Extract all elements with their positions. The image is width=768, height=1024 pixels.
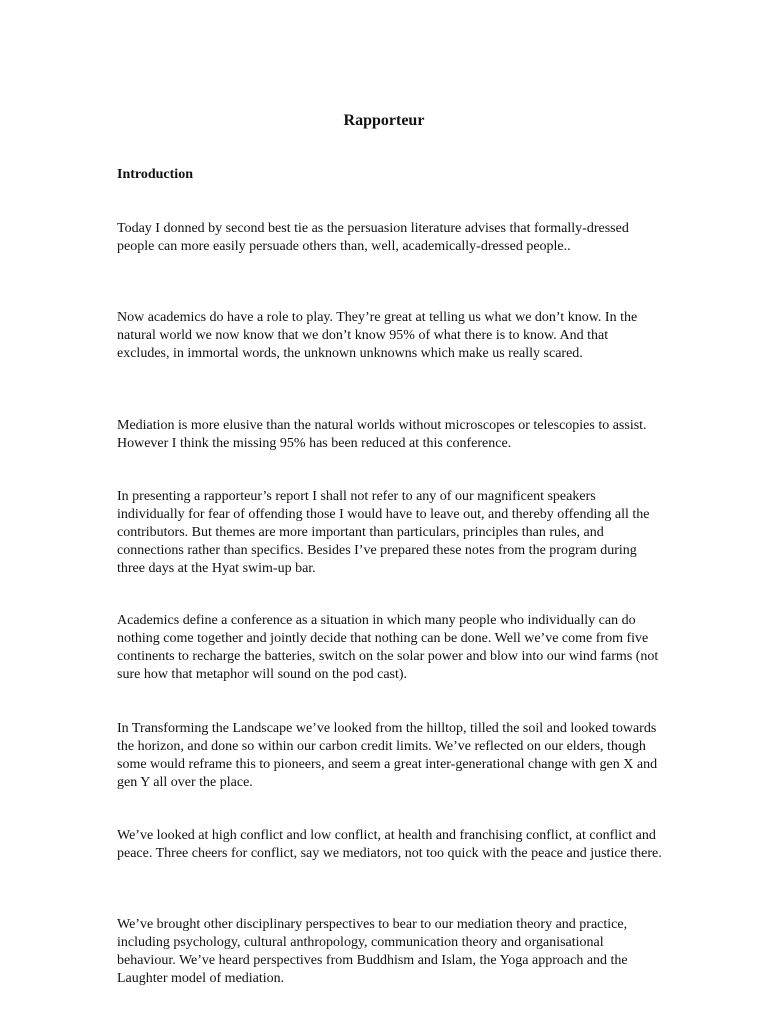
paragraph-4: In presenting a rapporteur’s report I shall not refer to any of our magnificent speakers individually for fear of offending those I would have to leave out, and thereby offending all the contributors. But themes are more important than particulars, principles than rules, and connections rather than specifics. Besides I’ve prepared these notes from the program during three days at the Hyat swim-up bar. — [117, 489, 650, 576]
paragraph-2: Now academics do have a role to play. They’re great at telling us what we don’t know. In the natural world we now know that we don’t know 95% of what there is to know. And that excludes, in immortal words, the unknown unknowns which make us really scared. — [117, 310, 638, 361]
paragraph-7: We’ve looked at high conflict and low conflict, at health and franchising conflict, at conflict and peace. Three cheers for conflict, say we mediators, not too quick with the peace and justice there. — [117, 828, 662, 861]
paragraph-8: We’ve brought other disciplinary perspectives to bear to our mediation theory and practice, including psychology, cultural anthropology, communication theory and organisational behaviour. We’ve heard perspectives from Buddhism and Islam, the Yoga approach and the Laughter model of mediation. — [117, 917, 628, 986]
paragraph-3: Mediation is more elusive than the natural worlds without microscopes or telescopies to assist. However I think the missing 95% has been reduced at this conference. — [117, 418, 647, 451]
section-heading: Introduction — [117, 167, 193, 182]
paragraph-5: Academics define a conference as a situation in which many people who individually can do nothing come together and jointly decide that nothing can be done. Well we’ve come from five continents to recharge the batteries, switch on the solar power and blow into our wind farms (not sure how that metaphor will sound on the pod cast). — [117, 613, 659, 682]
paragraph-1: Today I donned by second best tie as the persuasion literature advises that formally-dressed people can more easily persuade others than, well, academically-dressed people.. — [117, 221, 629, 254]
paragraph-6: In Transforming the Landscape we’ve looked from the hilltop, tilled the soil and looked towards the horizon, and done so within our carbon credit limits. We’ve reflected on our elders, though some would reframe this to pioneers, and seem a great inter-generational change with gen X and gen Y all over the place. — [117, 721, 658, 790]
document-title: Rapporteur — [343, 112, 425, 129]
